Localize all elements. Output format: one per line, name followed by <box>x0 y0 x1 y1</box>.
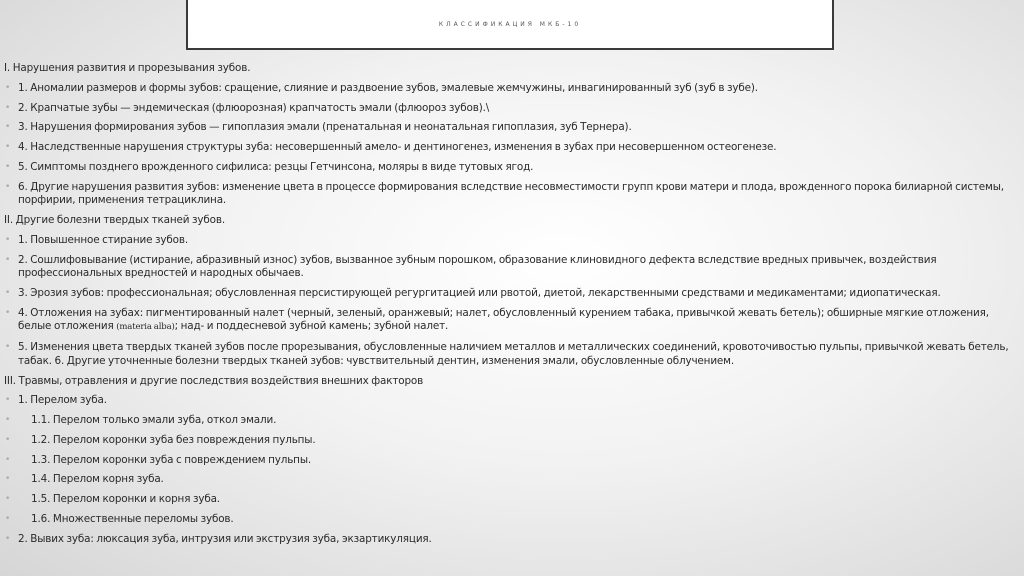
list-item-latin-term: (materia alba) <box>116 322 175 333</box>
section-heading: III. Травмы, отравления и другие последствия воздействия внешних факторов <box>4 374 424 387</box>
section-heading: II. Другие болезни твердых тканей зубов. <box>4 214 225 227</box>
list-item: • 1. Аномалии размеров и формы зубов: сращение, слияние и раздвоение зубов, эмалевые жемчужины, инвагинированный зуб (зуб в зубе). <box>4 82 1014 96</box>
list-item-text: ; над- и поддесневой зубной камень; зубной налет. <box>174 320 449 333</box>
list-item: • 1. Перелом зуба. <box>4 394 1014 408</box>
slide-title: КЛАССИФИКАЦИЯ МКБ-10 <box>438 20 582 28</box>
list-item: • 2. Сошлифовывание (истирание, абразивный износ) зубов, вызванное зубным порошком, образование клиновидного дефекта вследствие вредных привычек, воздействия профессиональных вредностей и народных обычаев. <box>4 254 1014 281</box>
list-subitem: • 1.3. Перелом коронки зуба с повреждением пульпы. <box>4 454 1014 468</box>
list-item: • 5. Изменения цвета твердых тканей зубов после прорезывания, обусловленные наличием металлов и металлических соединений, кровоточивостью пульпы, привычкой жевать бетель, табак. 6. Другие уточненные болезни твердых тканей зубов: чувствительный дентин, изменения эмали, обусловленные облучением. <box>4 341 1014 368</box>
list-item: • 1. Повышенное стирание зубов. <box>4 234 1014 248</box>
list-subitem: • 1.1. Перелом только эмали зуба, откол эмали. <box>4 414 1014 428</box>
list-item: • 3. Эрозия зубов: профессиональная; обусловленная персистирующей регургитацией или рвотой, диетой, лекарственными средствами и медикаментами; идиопатическая. <box>4 287 1014 301</box>
list-subitem: • 1.4. Перелом корня зуба. <box>4 473 1014 487</box>
list-item <box>4 307 1014 335</box>
classification-list <box>4 62 1014 553</box>
list-item: • 5. Симптомы позднего врожденного сифилиса: резцы Гетчинсона, моляры в виде тутовых ягод. <box>4 161 1014 175</box>
list-item-text: 4. Отложения на зубах: пигментированный налет (черный, зеленый, оранжевый; налет, обусловленный курением табака, привычкой жевать бетель); обширные мягкие отложения, белые отложения <box>18 306 989 333</box>
list-item: • 3. Нарушения формирования зубов — гипоплазия эмали (пренатальная и неонатальная гипоплазия, зуб Тернера). <box>4 121 1014 135</box>
list-subitem: • 1.6. Множественные переломы зубов. <box>4 513 1014 527</box>
section-heading: I. Нарушения развития и прорезывания зубов. <box>4 62 251 74</box>
list-item: • 4. Наследственные нарушения структуры зуба: несовершенный амело- и дентиногенез, изменения в зубах при несовершенном остеогенезе. <box>4 141 1014 155</box>
list-item: • 2. Вывих зуба: люксация зуба, интрузия или экструзия зуба, экзартикуляция. <box>4 533 1014 547</box>
list-subitem: • 1.2. Перелом коронки зуба без повреждения пульпы. <box>4 434 1014 448</box>
list-item: • 2. Крапчатые зубы — эндемическая (флюорозная) крапчатость эмали (флюороз зубов).\ <box>4 102 1014 116</box>
list-subitem: • 1.5. Перелом коронки и корня зуба. <box>4 493 1014 507</box>
list-item: • 6. Другие нарушения развития зубов: изменение цвета в процессе формирования вследствие несовместимости групп крови матери и плода, врожденного порока билиарной системы, порфирии, применения тетрациклина. <box>4 181 1014 208</box>
slide-title-box <box>186 0 834 50</box>
